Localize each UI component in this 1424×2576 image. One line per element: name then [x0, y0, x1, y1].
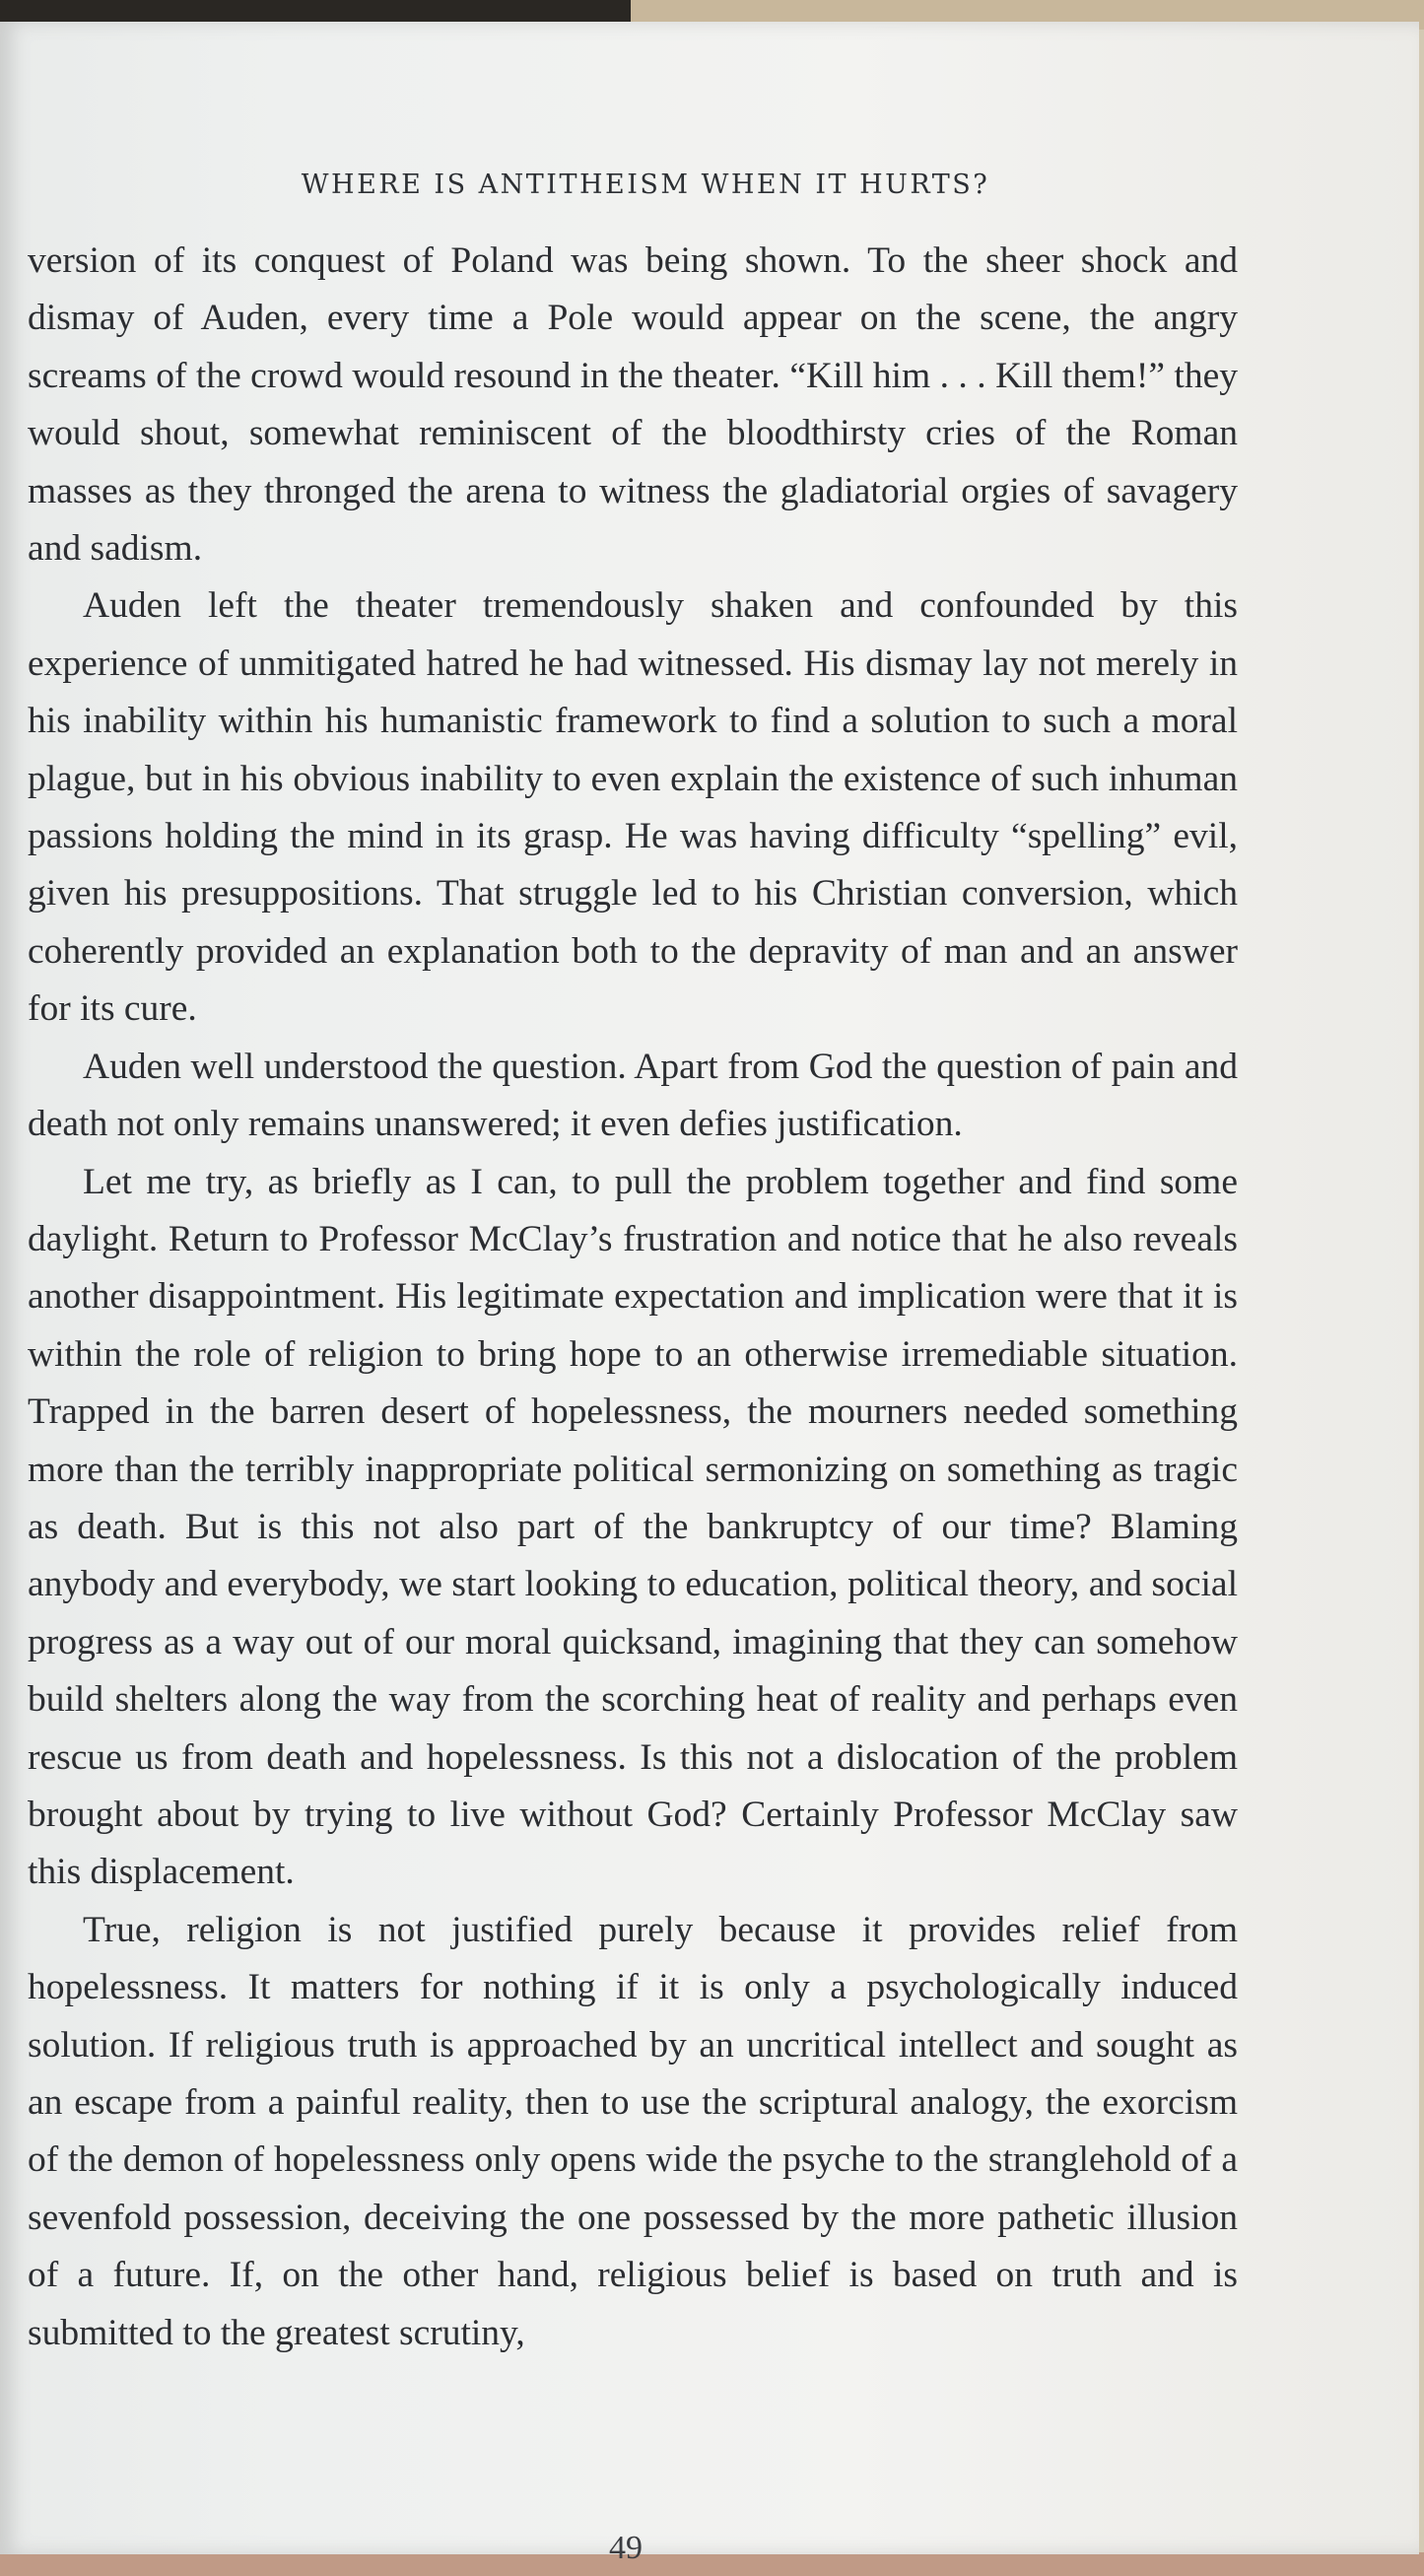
body-text: [28, 233, 1238, 2362]
paragraph-4: Let me try, as briefly as I can, to pull the problem together and find some daylight. Return to Professor McClay’s frustration and notice that he also reveals another disappointment. His legitimate expectation and implication were that it is within the role of religion to bring hope to an otherwise irremediable situation. Trapped in the barren desert of hopelessness, the mourners needed something more than the terribly inappropriate political sermonizing on something as tragic as death. But is this not also part of the bankruptcy of our time? Blaming anybody and everybody, we start looking to education, political theory, and social progress as a way out of our moral quicksand, imagining that they can somehow build shelters along the way from the scorching heat of reality and perhaps even rescue us from death and hopelessness. Is this not a dislocation of the problem brought about by trying to live without God? Certainly Professor McClay saw this displacement.: [28, 1161, 1238, 1893]
paragraph-2: Auden left the theater tremendously shaken and confounded by this experience of unmitigated hatred he had witnessed. His dismay lay not merely in his inability within his humanistic framework to find a solution to such a moral plague, but in his obvious inability to even explain the existence of such inhuman passions holding the mind in its grasp. He was having difficulty “spelling” evil, given his presuppositions. That struggle led to his Christian conversion, which coherently provided an explanation both to the depravity of man and an answer for its cure.: [28, 585, 1238, 1030]
paragraph-5: True, religion is not justified purely because it provides relief from hopelessness. It matters for nothing if it is only a psychologically induced solution. If religious truth is approached by an uncritical intellect and sought as an escape from a painful reality, then to use the scriptural analogy, the exorcism of the demon of hopelessness only opens wide the psyche to the stranglehold of a sevenfold possession, deceiving the one possessed by the more pathetic illusion of a future. If, on the other hand, religious belief is based on truth and is submitted to the greatest scrutiny,: [28, 1909, 1238, 2353]
paragraph-3: Auden well understood the question. Apart from God the question of pain and death not only remains unanswered; it even defies justification.: [28, 1046, 1238, 1145]
page-number: 49: [609, 2530, 643, 2566]
paragraph-1: version of its conquest of Poland was being shown. To the sheer shock and dismay of Auden, every time a Pole would appear on the scene, the angry screams of the crowd would resound in the theater. “Kill him . . . Kill them!” they would shout, somewhat reminiscent of the bloodthirsty cries of the Roman masses as they thronged the arena to witness the gladiatorial orgies of savagery and sadism.: [28, 240, 1238, 570]
running-head: WHERE IS ANTITHEISM WHEN IT HURTS?: [301, 169, 990, 200]
book-page: [0, 22, 1419, 2566]
